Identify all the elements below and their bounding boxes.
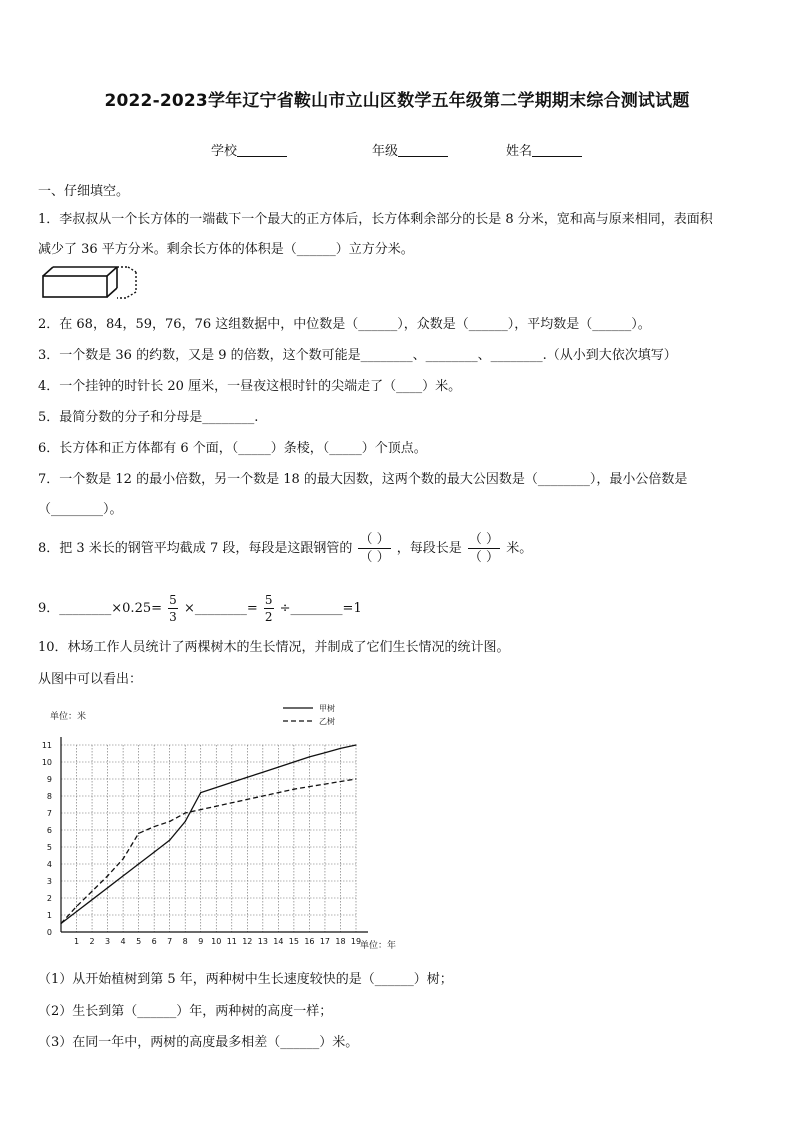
section-heading: 一、仔细填空。: [38, 184, 130, 199]
data-point-series-2: [185, 812, 186, 813]
x-tick-label: 16: [304, 937, 315, 946]
data-point-series-2: [324, 784, 325, 785]
fraction-blank-1[interactable]: [358, 533, 390, 564]
data-point-series-1: [200, 792, 201, 793]
data-point-series-2: [247, 799, 248, 800]
fraction-five-halves: [264, 594, 274, 623]
data-point-series-1: [138, 863, 139, 864]
x-tick-label: 3: [105, 937, 111, 946]
data-point-series-1: [262, 772, 263, 773]
data-point-series-1: [169, 840, 170, 841]
fraction-five-halves-numerator: 5: [264, 593, 273, 607]
x-tick-label: 6: [151, 937, 157, 946]
name-field: [506, 140, 582, 159]
data-point-series-1: [123, 875, 124, 876]
x-tick-label: 4: [120, 937, 126, 946]
x-tick-label: 12: [242, 937, 253, 946]
fraction-blank-2-denominator: （ ）: [468, 550, 500, 565]
school-blank[interactable]: [237, 142, 287, 157]
question-10-line-2: 从图中可以看出：: [38, 672, 143, 687]
y-tick-label: 5: [46, 843, 52, 852]
x-tick-label: 9: [198, 937, 204, 946]
y-tick-label: 7: [46, 809, 52, 818]
x-tick-label: 15: [288, 937, 299, 946]
name-blank[interactable]: [532, 142, 582, 157]
data-point-series-1: [216, 787, 217, 788]
question-8: [38, 533, 532, 564]
fraction-blank-2-numerator: （ ）: [468, 532, 500, 547]
y-tick-label: 2: [46, 894, 52, 903]
question-9-text-3: ÷________=1: [279, 601, 362, 616]
x-axis-label: 单位：年: [360, 941, 397, 951]
question-10-sub-2: （2）生长到第（______）年，两种树的高度一样；: [38, 1004, 333, 1019]
question-10-sub-1: （1）从开始植树到第 5 年，两种树中生长速度较快的是（______）树；: [38, 972, 453, 987]
fraction-five-thirds: [168, 594, 178, 623]
question-9-text-2: ×________=: [183, 601, 258, 616]
data-point-series-1: [278, 767, 279, 768]
x-tick-label: 14: [273, 937, 284, 946]
data-point-series-2: [231, 802, 232, 803]
x-tick-label: 18: [335, 937, 346, 946]
data-point-series-2: [293, 789, 294, 790]
name-label: 姓名: [506, 144, 533, 159]
question-9: [38, 594, 362, 623]
x-tick-label: 17: [319, 937, 331, 946]
fraction-five-thirds-denominator: 3: [169, 610, 177, 624]
fraction-blank-2[interactable]: [468, 533, 500, 564]
data-point-series-2: [107, 875, 108, 876]
data-point-series-1: [355, 744, 356, 745]
fraction-five-halves-denominator: 2: [264, 610, 273, 624]
grade-label: 年级: [372, 144, 399, 159]
page-title: 2022-2023学年辽宁省鞍山市立山区数学五年级第二学期期末综合测试试题: [104, 91, 690, 111]
question-5: 5．最简分数的分子和分母是________.: [38, 410, 259, 425]
x-tick-label: 2: [89, 937, 95, 946]
school-label: 学校: [211, 144, 238, 159]
question-1-line-1: 1．李叔叔从一个长方体的一端截下一个最大的正方体后，长方体剩余部分的长是 8 分米，宽和高与原来相同，表面积: [38, 212, 713, 227]
data-point-series-2: [91, 891, 92, 892]
legend-label-1: 甲树: [319, 704, 335, 713]
x-tick-label: 19: [350, 937, 362, 946]
data-point-series-2: [262, 795, 263, 796]
data-point-series-2: [200, 809, 201, 810]
data-point-series-2: [60, 923, 61, 924]
y-tick-label: 6: [46, 826, 52, 835]
cuboid-figure: [40, 264, 140, 300]
data-point-series-2: [169, 821, 170, 822]
question-1-line-2: 减少了 36 平方分米。剩余长方体的体积是（______）立方分米。: [38, 242, 414, 257]
question-10-sub-3: （3）在同一年中，两树的高度最多相差（______）米。: [38, 1035, 359, 1050]
fraction-blank-1-denominator: （ ）: [359, 550, 390, 565]
x-tick-label: 7: [167, 937, 173, 946]
y-tick-label: 11: [41, 741, 52, 750]
fraction-blank-1-numerator: （ ）: [359, 532, 390, 547]
data-point-series-1: [231, 782, 232, 783]
x-tick-label: 5: [136, 937, 142, 946]
data-point-series-1: [91, 899, 92, 900]
x-tick-label: 11: [226, 937, 237, 946]
data-point-series-1: [293, 761, 294, 762]
data-point-series-1: [324, 752, 325, 753]
question-8-text-2: ，每段长是: [396, 541, 462, 556]
question-3: 3．一个数是 36 的约数，又是 9 的倍数，这个数可能是________、________、________.（从小到大依次填写）: [38, 348, 677, 363]
data-point-series-2: [309, 786, 310, 787]
data-point-series-1: [340, 748, 341, 749]
y-tick-label: 3: [46, 877, 52, 886]
question-9-text-1: 9．________×0.25=: [38, 601, 163, 616]
data-point-series-1: [309, 756, 310, 757]
series-line-1: [61, 745, 356, 924]
x-tick-label: 10: [211, 937, 222, 946]
x-tick-label: 1: [73, 937, 80, 946]
cuboid-icon: [43, 267, 117, 297]
series-line-2: [61, 779, 356, 924]
x-tick-label: 13: [257, 937, 268, 946]
data-point-series-2: [355, 778, 356, 779]
y-tick-label: 8: [46, 792, 52, 801]
y-tick-label: 10: [41, 758, 52, 767]
legend-label-2: 乙树: [319, 717, 335, 726]
data-point-series-2: [76, 906, 77, 907]
data-point-series-2: [278, 792, 279, 793]
school-field: [211, 140, 287, 159]
data-point-series-2: [138, 833, 139, 834]
y-tick-label: 4: [46, 860, 52, 869]
question-4: 4．一个挂钟的时针长 20 厘米，一昼夜这根时针的尖端走了（____）米。: [38, 379, 462, 394]
fraction-five-thirds-numerator: 5: [169, 593, 177, 607]
question-8-text-3: 米。: [506, 541, 533, 556]
tree-growth-chart: [38, 700, 398, 956]
question-7-line-1: 7．一个数是 12 的最小倍数，另一个数是 18 的最大因数，这两个数的最大公因数是（________），最小公倍数是: [38, 472, 688, 487]
data-point-series-1: [247, 777, 248, 778]
data-point-series-2: [154, 826, 155, 827]
grade-blank[interactable]: [398, 142, 448, 157]
grade-field: [372, 140, 448, 159]
data-point-series-1: [107, 887, 108, 888]
question-2: 2．在 68，84，59，76，76 这组数据中，中位数是（______），众数是（______），平均数是（______）。: [38, 317, 651, 332]
y-tick-label: 9: [46, 775, 52, 784]
y-tick-label: 1: [46, 911, 52, 920]
question-10-line-1: 10．林场工作人员统计了两棵树木的生长情况，并制成了它们生长情况的统计图。: [38, 640, 510, 655]
y-tick-label: 0: [46, 928, 52, 937]
data-point-series-1: [185, 821, 186, 822]
data-point-series-1: [154, 852, 155, 853]
data-point-series-2: [123, 858, 124, 859]
question-8-text-1: 8．把 3 米长的钢管平均截成 7 段，每段是这跟钢管的: [38, 541, 353, 556]
question-7-line-2: （________）。: [38, 502, 123, 517]
data-point-series-1: [76, 911, 77, 912]
y-axis-label: 单位：米: [50, 712, 87, 722]
x-tick-label: 8: [182, 937, 188, 946]
cut-cube-icon: [117, 267, 136, 298]
question-6: 6．长方体和正方体都有 6 个面，（_____）条棱，（_____）个顶点。: [38, 441, 427, 456]
data-point-series-2: [340, 781, 341, 782]
data-point-series-2: [216, 806, 217, 807]
